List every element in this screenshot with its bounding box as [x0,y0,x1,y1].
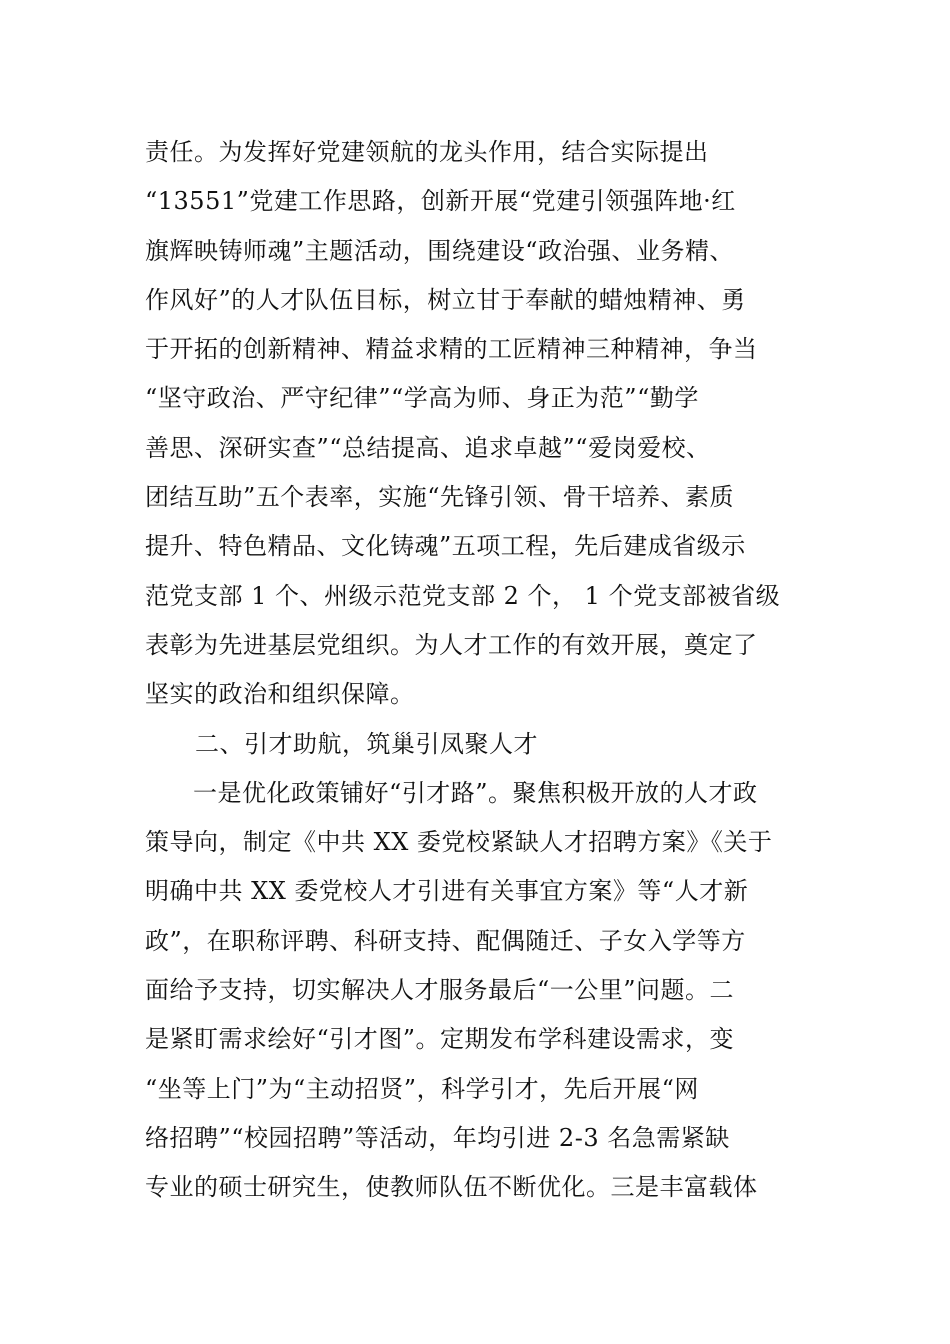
text-line: 专业的硕士研究生，使教师队伍不断优化。三是丰富载体 [145,1173,758,1202]
text-line: 于开拓的创新精神、精益求精的工匠精神三种精神，争当 [145,335,758,364]
text-line: 责任。为发挥好党建领航的龙头作用，结合实际提出 [145,138,709,166]
text-line: 面给予支持，切实解决人才服务最后“一公里”问题。二 [145,976,735,1005]
text-line: 作风好”的人才队伍目标，树立甘于奉献的蜡烛精神、勇 [145,285,746,314]
text-line: 策导向，制定《中共 XX 委党校紧缺人才招聘方案》《关于 [145,828,773,857]
text-line: 团结互助”五个表率，实施“先锋引领、骨干培养、素质 [145,483,735,512]
text-line: “坐等上门”为“主动招贤”，科学引才，先后开展“网 [145,1074,699,1103]
text-line: 明确中共 XX 委党校人才引进有关事宜方案》等“人才新 [145,877,749,906]
text-line: 表彰为先进基层党组织。为人才工作的有效开展，奠定了 [145,630,758,659]
text-line: 坚实的政治和组织保障。 [145,680,415,709]
text-line: 善思、深研实查”“总结提高、追求卓越”“爱岗爱校、 [145,433,711,462]
text-line: 旗辉映铸师魂”主题活动，围绕建设“政治强、业务精、 [145,236,735,265]
text-line: 络招聘”“校园招聘”等活动，年均引进 2-3 名急需紧缺 [145,1123,730,1152]
text-line: “坚守政治、严守纪律”“学高为师、身正为范”“勤学 [145,384,699,413]
text-line: 政”，在职称评聘、科研支持、配偶随迁、子女入学等方 [145,926,746,955]
text-line: 范党支部 1 个、州级示范党支部 2 个， 1 个党支部被省级 [145,581,781,610]
section-heading: 二、引才助航，筑巢引凤聚人才 [195,729,538,758]
text-line: “13551”党建工作思路，创新开展“党建引领强阵地·红 [145,187,736,216]
text-line: 提升、特色精品、文化铸魂”五项工程，先后建成省级示 [145,532,746,561]
body-text [145,128,810,1213]
text-line: 是紧盯需求绘好“引才图”。定期发布学科建设需求，变 [145,1025,735,1054]
paragraph-first-line: 一是优化政策铺好“引才路”。聚焦积极开放的人才政 [193,778,758,807]
